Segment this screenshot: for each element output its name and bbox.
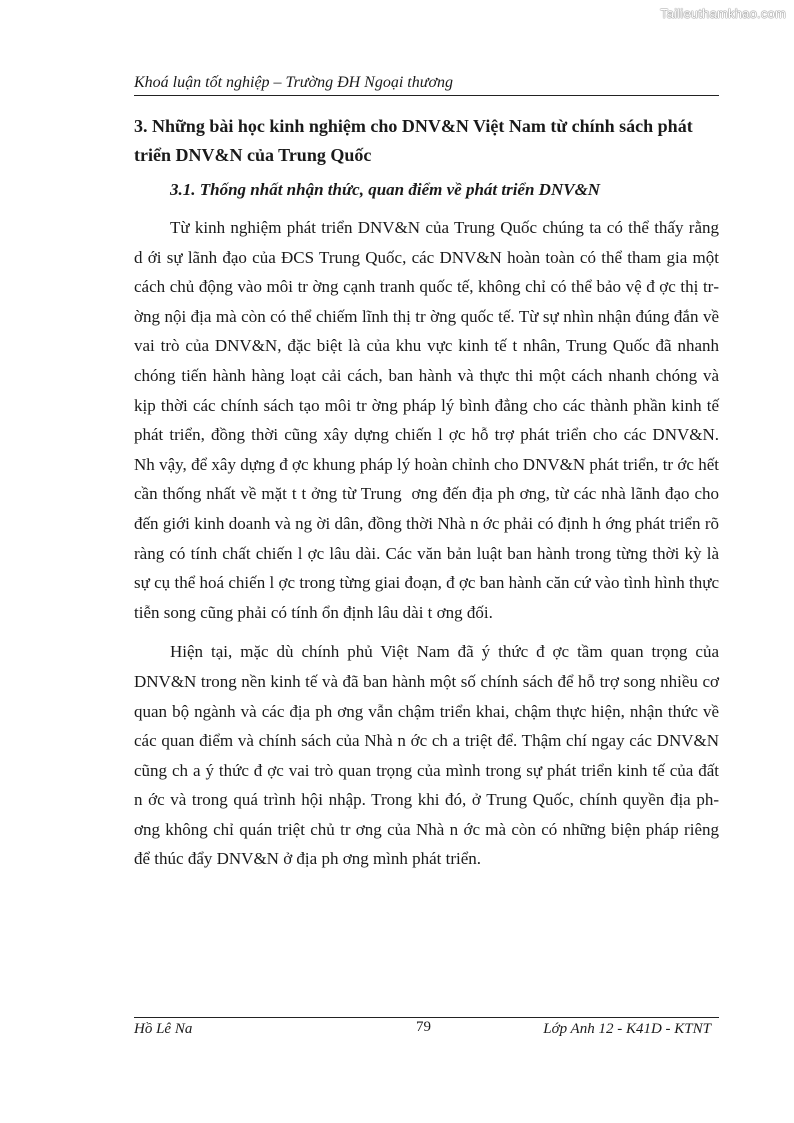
page-number: 79 [416,1019,431,1035]
watermark-text: Tailieuthamkhao.com [660,6,786,21]
footer-class-info: Lớp Anh 12 - K41D - KTNT [543,1021,711,1037]
document-body [134,112,719,874]
page-footer [134,1021,719,1043]
section-heading: 3. Những bài học kinh nghiệm cho DNV&N Việt Nam từ chính sách phát triển DNV&N của Trung Quốc [134,116,693,165]
paragraph-1: Từ kinh nghiệm phát triển DNV&N của Trung Quốc chúng ta có thể thấy rằng d ới sự lãnh đạo của ĐCS Trung Quốc, các DNV&N hoàn toàn có thể tham gia một cách chủ động vào môi tr ờng cạnh tranh quốc tế, không chỉ có thể bảo vệ đ ợc thị tr ờng nội địa mà còn có thể chiếm lĩnh thị tr ờng quốc tế. Từ sự nhìn nhận đúng đắn về vai trò của DNV&N, đặc biệt là của khu vực kinh tế t nhân, Trung Quốc đã nhanh chóng tiến hành hàng loạt cải cách, ban hành và thực thi một cách nhanh chóng và kịp thời các chính sách tạo môi tr ờng pháp lý bình đẳng cho các thành phần kinh tế phát triển, đồng thời cũng xây dựng chiến l ợc hỗ trợ phát triển cho các DNV&N. Nh vậy, để xây dựng đ ợc khung pháp lý hoàn chỉnh cho DNV&N phát triển, tr ớc hết cần thống nhất về mặt t t ởng từ Trung ơng đến địa ph ơng, từ các nhà lãnh đạo cho đến giới kinh doanh và ng ời dân, đồng thời Nhà n ớc phải có định h ớng phát triển rõ ràng có tính chất chiến l ợc lâu dài. Các văn bản luật ban hành trong từng thời kỳ là sự cụ thể hoá chiến l ợc trong từng giai đoạn, đ ợc ban hành căn cứ vào tình hình thực tiễn song cũng phải có tính ổn định lâu dài t ơng đối. [134,218,719,622]
running-header: Khoá luận tốt nghiệp – Trường ĐH Ngoại thương [134,74,719,96]
footer-divider [134,1017,719,1018]
paragraph-2: Hiện tại, mặc dù chính phủ Việt Nam đã ý thức đ ợc tầm quan trọng của DNV&N trong nền kinh tế và đã ban hành một số chính sách để hỗ trợ song nhiều cơ quan bộ ngành và các địa ph ơng vẫn chậm triển khai, chậm thực hiện, nhận thức về các quan điểm và chính sách của Nhà n ớc ch a triệt để. Thậm chí ngay các DNV&N cũng ch a ý thức đ ợc vai trò quan trọng của mình trong sự phát triển kinh tế của đất n ớc và trong quá trình hội nhập. Trong khi đó, ở Trung Quốc, chính quyền địa ph ơng không chỉ quán triệt chủ tr ơng của Nhà n ớc mà còn có những biện pháp riêng để thúc đẩy DNV&N ở địa ph ơng mình phát triển. [134,642,719,869]
footer-author: Hồ Lê Na [134,1021,193,1037]
subsection-heading: 3.1. Thống nhất nhận thức, quan điểm về phát triển DNV&N [170,180,601,199]
